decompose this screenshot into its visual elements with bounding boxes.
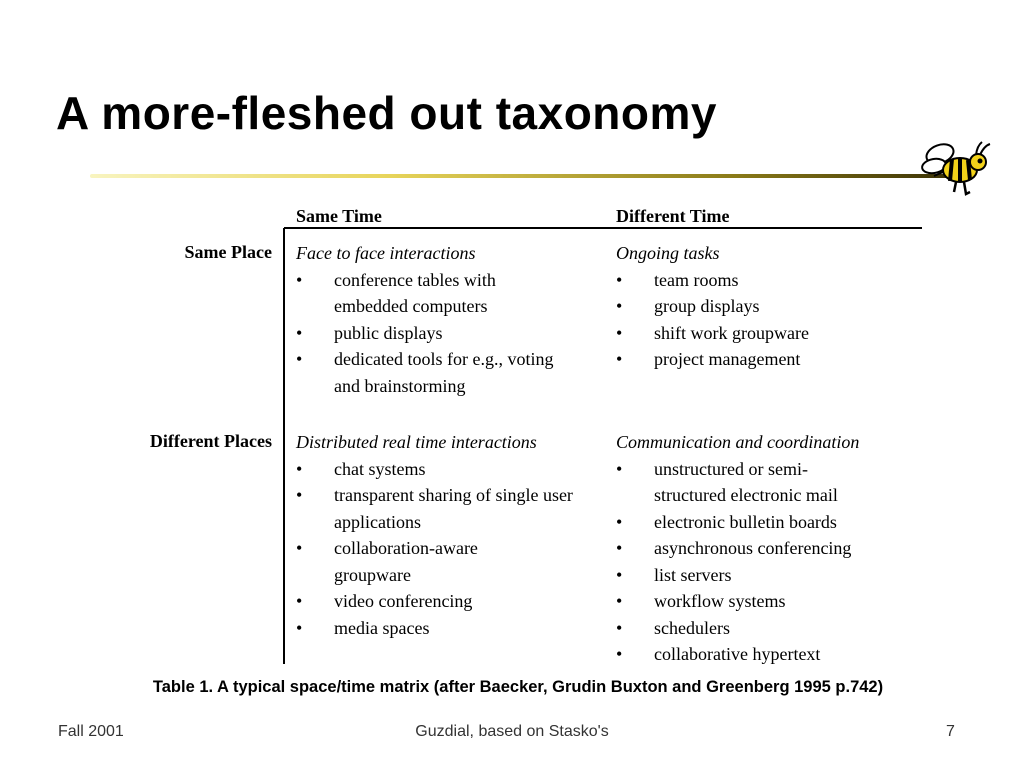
list-item: • list servers [616, 562, 926, 589]
list-item: • dedicated tools for e.g., voting and brainstorming [296, 346, 559, 399]
cell-heading: Ongoing tasks [616, 243, 720, 263]
slide-title: A more-fleshed out taxonomy [56, 87, 717, 139]
title-divider [90, 174, 950, 178]
list-item: • group displays [616, 293, 916, 320]
list-item: • project management [616, 346, 916, 373]
list-item: • asynchronous conferencing [616, 535, 926, 562]
list-item: • public displays [296, 320, 596, 347]
list-item: • shift work groupware [616, 320, 916, 347]
footer-date: Fall 2001 [58, 723, 124, 740]
bee-logo-icon [920, 140, 992, 198]
cell-same-place-same-time [296, 240, 596, 399]
list-item: • workflow systems [616, 588, 926, 615]
list-item: • unstructured or semi-structured electronic mail [616, 456, 874, 509]
cell-heading: Communication and coordination [616, 432, 860, 452]
row-header-different-places: Different Places [149, 431, 272, 451]
list-item: • team rooms [616, 267, 916, 294]
cell-heading: Face to face interactions [296, 243, 476, 263]
list-item: • transparent sharing of single user applications [296, 482, 589, 535]
list-item: • video conferencing [296, 588, 606, 615]
row-header-same-place: Same Place [184, 242, 272, 262]
table-header-rule [284, 227, 922, 229]
cell-different-places-same-time [296, 429, 606, 641]
footer-credit: Guzdial, based on Stasko's [415, 723, 609, 740]
list-item: • conference tables with embedded computers [296, 267, 554, 320]
list-item: • schedulers [616, 615, 926, 642]
table-caption: Table 1. A typical space/time matrix (after Baecker, Grudin Buxton and Greenberg 1995 p.742) [152, 678, 884, 696]
list-item: • electronic bulletin boards [616, 509, 926, 536]
cell-heading: Distributed real time interactions [296, 432, 537, 452]
table-vertical-rule [283, 228, 285, 664]
list-item: • chat systems [296, 456, 606, 483]
list-item: • collaborative hypertext [616, 641, 926, 668]
slide-number: 7 [946, 723, 955, 740]
cell-different-places-different-time [616, 429, 926, 668]
list-item: • collaboration-aware groupware [296, 535, 534, 588]
list-item: • media spaces [296, 615, 606, 642]
col-header-different-time: Different Time [616, 206, 730, 226]
cell-same-place-different-time [616, 240, 916, 373]
col-header-same-time: Same Time [296, 206, 382, 226]
